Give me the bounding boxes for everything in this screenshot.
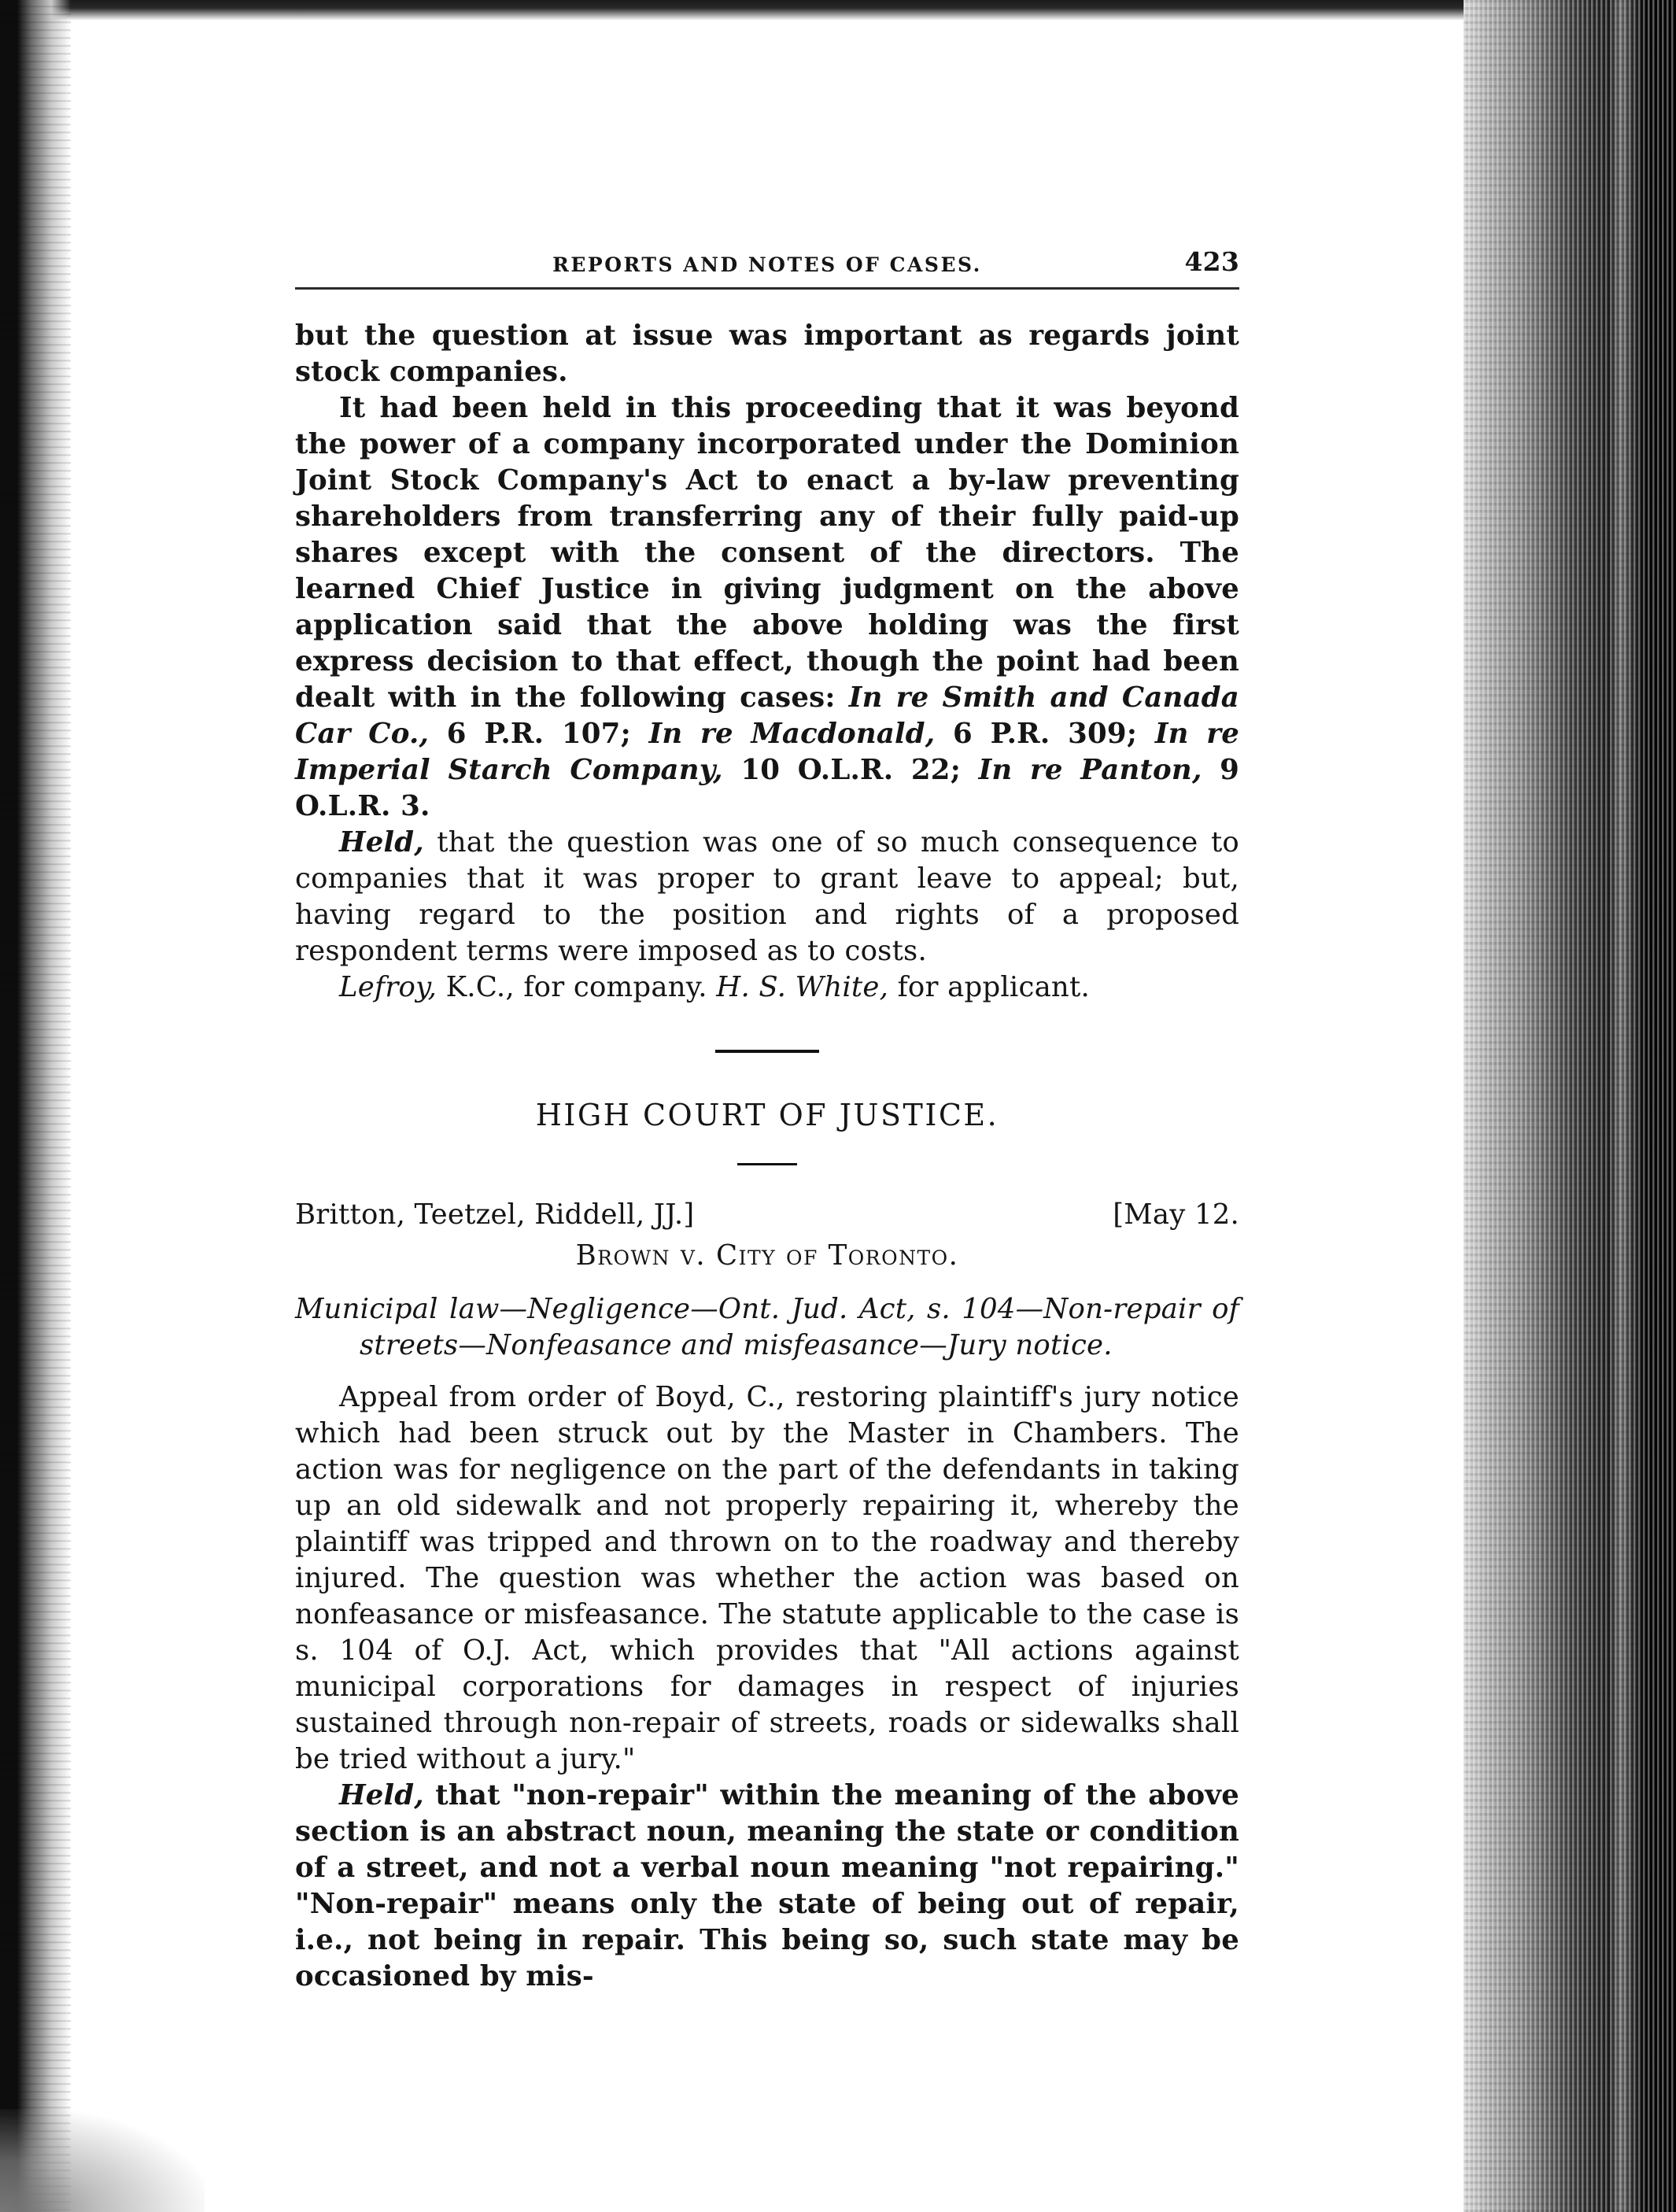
court-heading: HIGH COURT OF JUSTICE. bbox=[535, 1098, 999, 1132]
running-title: REPORTS AND NOTES OF CASES. bbox=[552, 253, 982, 276]
book-page bbox=[295, 236, 1239, 1995]
case-citation-name: In re Panton, bbox=[978, 754, 1202, 786]
scan-binding-gutter bbox=[1464, 0, 1676, 2212]
case-citation-ref: 6 P.R. 309; bbox=[935, 718, 1155, 750]
header-rule bbox=[295, 287, 1239, 290]
counsel-role: for applicant. bbox=[888, 971, 1090, 1003]
scan-top-edge bbox=[0, 0, 1464, 20]
case-citation-name: In re Smith and Canada Car Co., bbox=[295, 681, 1239, 750]
catchwords: Municipal law—Negligence—Ont. Jud. Act, s. 104—Non-repair of streets—Nonfeasance and misfeasance—Jury notice. bbox=[295, 1293, 1239, 1361]
case-citation-ref: 10 O.L.R. 22; bbox=[722, 754, 979, 786]
scan-left-edge bbox=[0, 0, 71, 2212]
held-label: Held, bbox=[339, 826, 424, 859]
bench-judges: Britton, Teetzel, Riddell, JJ.] bbox=[295, 1198, 695, 1231]
page-number: 423 bbox=[1184, 246, 1239, 277]
case-name: Brown v. City of Toronto. bbox=[575, 1239, 959, 1272]
held-text: that "non-repair" within the meaning of the above section is an abstract noun, meaning the state or condition of a street, and not a verbal noun meaning "not repairing." "Non-repair" means only the state of being out of repair, i.e., not being in repair. This being so, such state may be occasioned by mis- bbox=[295, 1779, 1239, 1992]
section-divider bbox=[715, 1050, 819, 1053]
carryover-paragraph: but the question at issue was important as regards joint stock companies. bbox=[295, 319, 1239, 388]
counsel-line bbox=[295, 969, 1239, 1006]
case-citation-ref: 9 O.L.R. 3. bbox=[295, 754, 1239, 822]
decision-text: It had been held in this proceeding that it was beyond the power of a company incorporated under the Dominion Joint Stock Company's Act to enact a by-law preventing shareholders from transferring any of their fully paid-up shares except with the consent of the directors. The learned Chief Justice in giving judgment on the above application said that the above holding was the first express decision to that effect, though the point had been dealt with in the following cases: bbox=[295, 392, 1239, 714]
held-paragraph bbox=[295, 825, 1239, 969]
bench-line bbox=[295, 1197, 1239, 1235]
case-citation-name: In re Imperial Starch Company, bbox=[295, 718, 1239, 786]
heading-divider bbox=[737, 1163, 797, 1165]
held-paragraph-2 bbox=[295, 1778, 1239, 1995]
scan-corner-shadow bbox=[0, 2109, 205, 2212]
counsel-role: K.C., for company. bbox=[437, 971, 717, 1003]
decision-paragraph bbox=[295, 390, 1239, 825]
decision-date: [May 12. bbox=[1113, 1198, 1239, 1231]
appeal-paragraph: Appeal from order of Boyd, C., restoring plaintiff's jury notice which had been struck out by the Master in Chambers. The action was for negligence on the part of the defendants in taking up an old sidewalk and not properly repairing it, whereby the plaintiff was tripped and thrown on to the roadway and thereby injured. The question was whether the action was based on nonfeasance or misfeasance. The statute applicable to the case is s. 104 of O.J. Act, which provides that "All actions against municipal corporations for damages in respect of injuries sustained through non-repair of streets, roads or sidewalks shall be tried without a jury." bbox=[295, 1381, 1239, 1775]
running-head bbox=[295, 236, 1239, 285]
case-citation-name: In re Macdonald, bbox=[648, 718, 936, 750]
held-label: Held, bbox=[339, 1779, 424, 1811]
counsel-name: H. S. White, bbox=[716, 971, 889, 1003]
held-text: that the question was one of so much consequence to companies that it was proper to grant leave to appeal; but, having regard to the position and rights of a proposed respondent terms were imposed as to costs. bbox=[295, 826, 1239, 967]
counsel-name: Lefroy, bbox=[339, 971, 437, 1003]
case-citation-ref: 6 P.R. 107; bbox=[429, 718, 649, 750]
